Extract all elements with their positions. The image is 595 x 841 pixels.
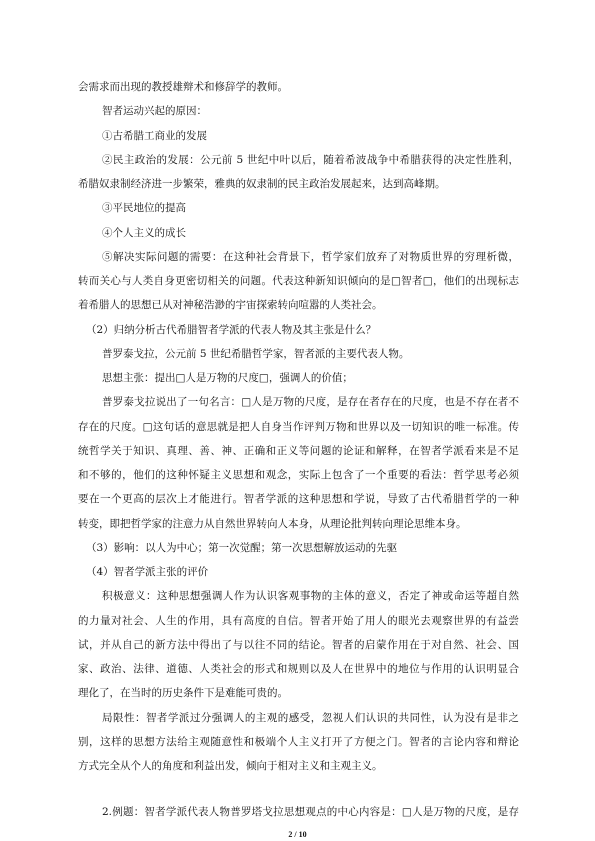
body-text [78,75,519,778]
list-item-5 [78,245,519,318]
example-question [78,800,519,824]
text-line: （2）归纳分析古代希腊智者学派的代表人物及其主张是什么？ [86,323,377,336]
list-item-2 [78,148,519,197]
text-line: 试，并从自己的新方法中得出了与以往不同的结论。智者的启蒙作用在于对自然、社会、国 [78,638,519,651]
text-line: 方式完全从个人的角度和利益出发，倾向于相对主义和主观主义。 [78,760,383,772]
item-4-evaluation [78,560,519,584]
text-line: 别，这样的思想方法给主观随意性和极端个人主义打开了方便之门。智者的言论内容和辩论 [78,735,519,748]
list-item-3 [78,196,519,220]
text-line: 普罗泰戈拉，公元前 5 世纪希腊哲学家，智者派的主要代表人物。 [102,347,410,360]
text-line: 着希腊人的思想已从对神秘浩渺的宇宙探索转向喧嚣的人类社会。 [78,299,383,312]
text-line: ①古希腊工商业的发展 [102,129,207,142]
paragraph-ideas [78,366,519,390]
text-line: 存在的尺度。□这句话的意思就是把人自身当作评判万物和世界以及一切知识的唯一标准。传 [78,420,519,433]
text-line: 局限性：智者学派过分强调人的主观的感受，忽视人们认识的共同性，认为没有是非之 [102,711,519,724]
paragraph-continuation [78,75,519,99]
text-line: 会需求而出现的教授雄辩术和修辞学的教师。 [78,81,288,93]
text-line: 普罗泰戈拉说出了一句名言：□人是万物的尺度，是存在者存在的尺度，也是不存在者不 [102,396,519,409]
question-2-heading [78,318,519,342]
text-line: 家、政治、法律、道德、人类社会的形式和规则以及人在世界中的地位与作用的认识明显合 [78,663,519,675]
paragraph-limitations [78,706,519,779]
text-line: ④个人主义的成长 [102,226,186,239]
text-line: （4）智者学派主张的评价 [86,566,209,578]
text-line: 智者运动兴起的原因： [102,105,207,118]
item-3-influence [78,536,519,560]
text-line: 转变，即把哲学家的注意力从自然世界转向人本身，从理论批判转向理论思维本身。 [78,517,467,530]
text-line: 转而关心与人类自身更密切相关的问题。代表这种新知识倾向的是□智者□，他们的出现标志 [78,275,519,287]
text-line: 的力量对社会、人生的作用，具有高度的自信。智者开始了用人的眼光去观察世界的有益尝 [78,614,519,627]
text-line: ⑤解决实际问题的需要：在这种社会背景下，哲学家们放弃了对物质世界的穷理析微， [102,250,519,263]
text-line: 积极意义：这种思想强调人作为认识客观事物的主体的意义，否定了神或命运等超自然 [102,590,519,603]
text-line: 希腊奴隶制经济进一步繁荣，雅典的奴隶制的民主政治发展起来，达到高峰期。 [78,178,446,190]
text-line: 2.例题：智者学派代表人物普罗塔戈拉思想观点的中心内容是：□人是万物的尺度，是存 [102,806,519,818]
list-item-1 [78,124,519,148]
text-line: 理化了，在当时的历史条件下是难能可贵的。 [78,687,288,700]
text-line: 要在一个更高的层次上才能进行。智者学派的这种思想和学说，导致了古代希腊哲学的一种 [78,493,519,506]
paragraph-positive [78,584,519,705]
text-line: 和不够的，他们的这种怀疑主义思想和观念，实际上包含了一个重要的看法：哲学思考必须 [78,469,519,481]
page-number: 2 / 10 [288,830,307,839]
paragraph-famous-saying [78,390,519,536]
text-line: ②民主政治的发展：公元前 5 世纪中叶以后，随着希波战争中希腊获得的决定性胜利， [102,153,519,166]
text-line: 思想主张：提出□人是万物的尺度□，强调人的价值； [102,372,353,384]
text-line: （3）影响：以人为中心；第一次觉醒；第一次思想解放运动的先驱 [86,541,398,554]
list-item-4 [78,221,519,245]
text-line: 统哲学关于知识、真理、善、神、正确和正义等问题的论证和解释，在智者学派看来是不足 [78,444,519,457]
paragraph-origin-heading [78,99,519,123]
text-line: ③平民地位的提高 [102,202,186,215]
paragraph-protagoras [78,342,519,366]
